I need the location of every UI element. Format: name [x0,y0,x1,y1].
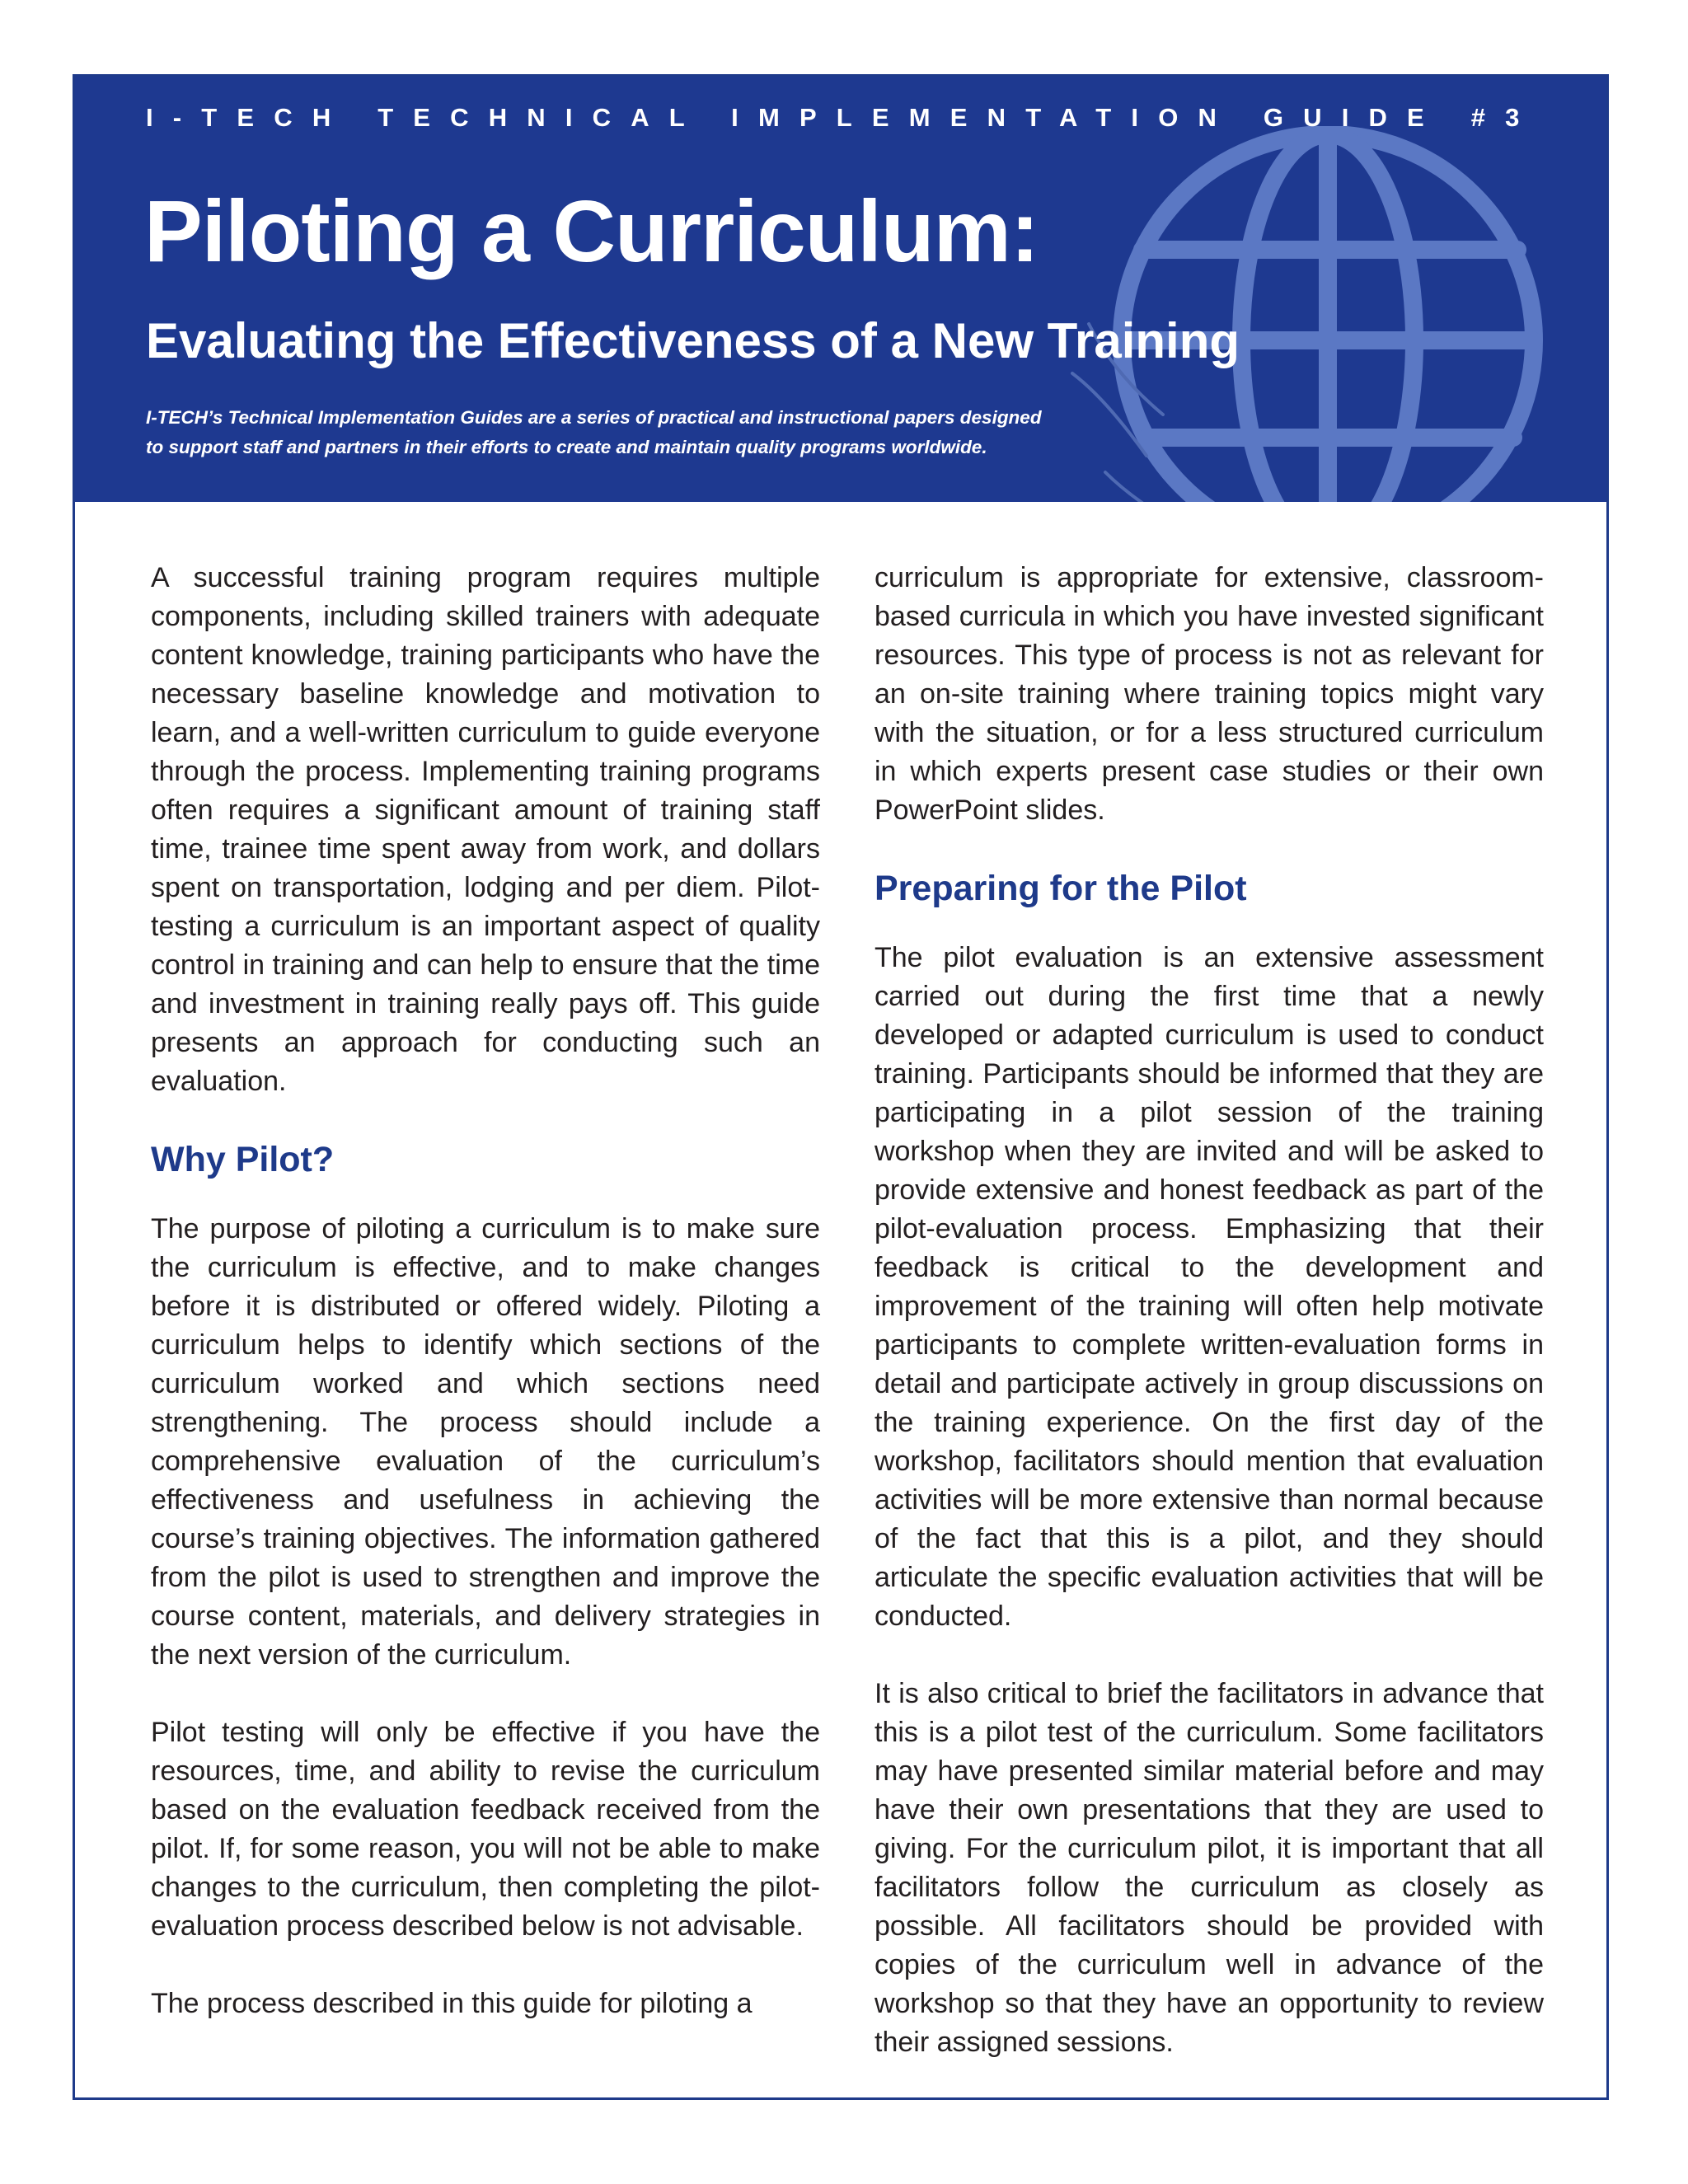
preparing-paragraph: The pilot evaluation is an extensive assessment carried out during the first time that a newly developed or adapted curriculum is used to conduct training. Participants should be informed that they are participating in a pilot session of the training workshop when they are invited and will be asked to provide extensive and honest feedback as part of the pilot-evaluation process. Emphasizing that their feedback is critical to the development and improvement of the training will often help motivate participants to complete written-evaluation forms in detail and participate actively in group discussions on the training experience. On the first day of the workshop, facilitators should mention that evaluation activities will be more extensive than normal because of the fact that this is a pilot, and they should articulate the specific evaluation activities that will be conducted. [874,942,1544,1632]
series-kicker: I-TECH TECHNICAL IMPLEMENTATION GUIDE #3 [146,103,1540,132]
series-description-line: to support staff and partners in their efforts to create and maintain quality programs worldwide. [146,437,987,457]
continued-paragraph: curriculum is appropriate for extensive, classroom-based curricula in which you have invested significant resources. This type of process is not as relevant for an on-site training where training topics might vary with the situation, or for a less structured curriculum in which experts present case studies or their own PowerPoint slides. [874,562,1544,826]
preparing-paragraph: It is also critical to brief the facilitators in advance that this is a pilot test of the curriculum. Some facilitators may have presented similar material before and may have their own presentations that they are used to giving. For the curriculum pilot, it is important that all facilitators follow the curriculum as closely as possible. All facilitators should be provided with copies of the curriculum well in advance of the workshop so that they have an opportunity to review their assigned sessions. [874,1678,1544,2058]
series-description-line: I-TECH’s Technical Implementation Guides are a series of practical and instructional papers designed [146,407,1042,428]
page-subtitle: Evaluating the Effectiveness of a New Training [146,313,1240,368]
why-pilot-paragraph: Pilot testing will only be effective if you have the resources, time, and ability to revise the curriculum based on the evaluation feedback received from the pilot. If, for some reason, you will not be able to make changes to the curriculum, then completing the pilot-evaluation process described below is not advisable. [151,1717,820,1942]
why-pilot-paragraph: The purpose of piloting a curriculum is to make sure the curriculum is effective, and to make changes before it is distributed or offered widely. Piloting a curriculum helps to identify which sections of the curriculum worked and which sections need strengthening. The process should include a comprehensive evaluation of the curriculum’s effectiveness and usefulness in achieving the course’s training objectives. The information gathered from the pilot is used to strengthen and improve the course content, materials, and delivery strategies in the next version of the curriculum. [151,1213,820,1671]
why-pilot-paragraph: The process described in this guide for piloting a [151,1988,753,2019]
left-column [151,559,820,2023]
series-description [146,403,1300,462]
section-heading-why-pilot: Why Pilot? [151,1140,335,1179]
right-column [874,559,1544,2062]
page-title: Piloting a Curriculum: [144,183,1039,280]
section-heading-preparing: Preparing for the Pilot [874,869,1247,908]
intro-paragraph: A successful training program requires multiple components, including skilled trainers with adequate content knowledge, training participants who have the necessary baseline knowledge and motivation to learn, and a well-written curriculum to guide everyone through the process. Implementing training programs often requires a significant amount of training staff time, trainee time spent away from work, and dollars spent on transportation, lodging and per diem. Pilot-testing a curriculum is an important aspect of quality control in training and can help to ensure that the time and investment in training really pays off. This guide presents an approach for conducting such an evaluation. [151,562,820,1097]
header-banner [75,77,1606,502]
page-frame [73,74,1609,2100]
